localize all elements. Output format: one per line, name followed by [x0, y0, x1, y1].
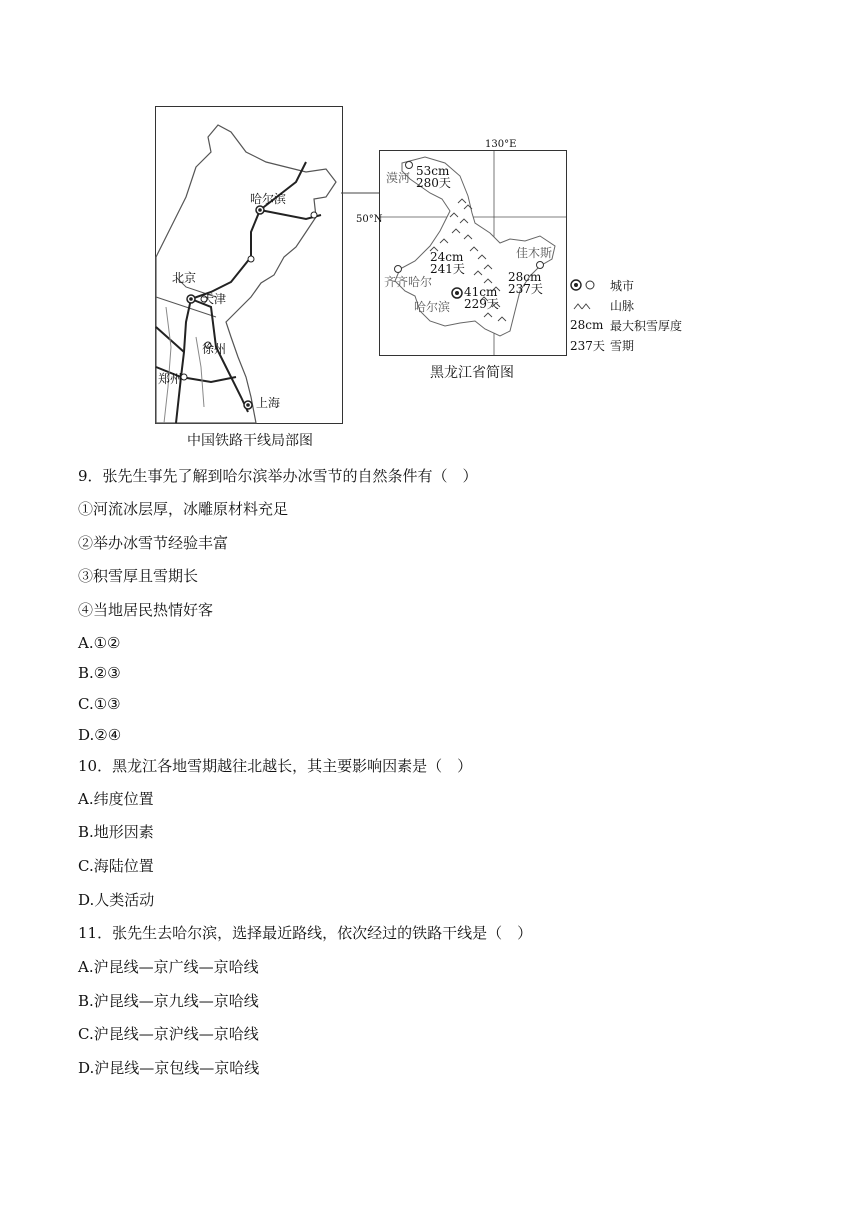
place-name-jiamusi: 佳木斯 — [516, 246, 553, 260]
snow-depth-mohe: 53cm — [416, 164, 450, 178]
snow-depth-harbin: 41cm — [464, 285, 498, 299]
legend-row-snow-days — [570, 335, 750, 355]
mountain-symbol-icon — [570, 299, 610, 311]
snow-depth-qiqihar: 24cm — [430, 250, 464, 264]
city-label-xuzhou: 徐州 — [202, 342, 227, 356]
legend-days-sample: 237天 — [570, 338, 605, 353]
legend-row-city — [570, 275, 750, 295]
place-name-qiqihar: 齐齐哈尔 — [384, 275, 433, 289]
figure — [150, 100, 750, 455]
question-9-option-d[interactable]: D.②④ — [78, 726, 122, 744]
question-10-option-a[interactable]: A.纬度位置 — [78, 790, 154, 808]
city-label-beijing: 北京 — [172, 271, 197, 285]
legend-row-snow-depth — [570, 315, 750, 335]
map-legend — [570, 275, 750, 355]
heilongjiang-map-caption: 黑龙江省简图 — [430, 365, 514, 381]
snow-days-harbin: 229天 — [464, 297, 499, 311]
question-11-option-b[interactable]: B.沪昆线—京九线—京哈线 — [78, 992, 259, 1010]
railway-map-drawing — [156, 107, 342, 423]
question-11-option-a[interactable]: A.沪昆线—京广线—京哈线 — [78, 958, 259, 976]
question-10-stem: 10．黑龙江各地雪期越往北越长，其主要影响因素是（ ） — [78, 757, 473, 775]
question-11-stem: 11．张先生去哈尔滨，选择最近路线，依次经过的铁路干线是（ ） — [78, 924, 533, 942]
city-label-zhengzhou: 郑州 — [158, 372, 183, 386]
heilongjiang-map — [379, 139, 567, 356]
legend-row-mountain — [570, 295, 750, 315]
question-10-option-b[interactable]: B.地形因素 — [78, 823, 154, 841]
legend-city-label: 城市 — [610, 278, 635, 293]
question-9-statement-1: ①河流冰层厚，冰雕原材料充足 — [78, 500, 289, 518]
snow-days-qiqihar: 241天 — [430, 262, 465, 276]
legend-mountain-label: 山脉 — [610, 298, 635, 313]
city-label-shanghai: 上海 — [256, 396, 281, 410]
railway-map — [155, 106, 343, 424]
question-9-stem: 9．张先生事先了解到哈尔滨举办冰雪节的自然条件有（ ） — [78, 467, 478, 485]
legend-days-label: 雪期 — [610, 338, 635, 353]
question-9-option-c[interactable]: C.①③ — [78, 695, 121, 713]
legend-snow-sample: 28cm — [570, 318, 604, 332]
question-9-statement-4: ④当地居民热情好客 — [78, 601, 214, 619]
snow-days-mohe: 280天 — [416, 176, 451, 190]
question-9-option-a[interactable]: A.①② — [78, 634, 121, 652]
question-11-option-c[interactable]: C.沪昆线—京沪线—京哈线 — [78, 1025, 259, 1043]
snow-days-jiamusi: 237天 — [508, 282, 543, 296]
place-name-harbin: 哈尔滨 — [414, 300, 451, 314]
latitude-label: 50°N — [356, 214, 383, 225]
question-9-option-b[interactable]: B.②③ — [78, 664, 121, 682]
question-10-option-c[interactable]: C.海陆位置 — [78, 857, 154, 875]
legend-snow-label: 最大积雪厚度 — [610, 318, 683, 333]
question-9-statement-3: ③积雪厚且雪期长 — [78, 567, 199, 585]
connector-line — [341, 192, 381, 196]
railway-map-caption: 中国铁路干线局部图 — [187, 433, 313, 449]
question-11-option-d[interactable]: D.沪昆线—京包线—京哈线 — [78, 1059, 260, 1077]
city-label-tianjin: 天津 — [202, 292, 227, 306]
place-name-mohe: 漠河 — [386, 171, 411, 185]
longitude-label: 130°E — [485, 139, 517, 150]
question-9-statement-2: ②举办冰雪节经验丰富 — [78, 534, 229, 552]
question-10-option-d[interactable]: D.人类活动 — [78, 891, 155, 909]
city-symbol-icon — [570, 279, 610, 291]
snow-depth-jiamusi: 28cm — [508, 270, 542, 284]
city-label-harbin: 哈尔滨 — [250, 192, 287, 206]
